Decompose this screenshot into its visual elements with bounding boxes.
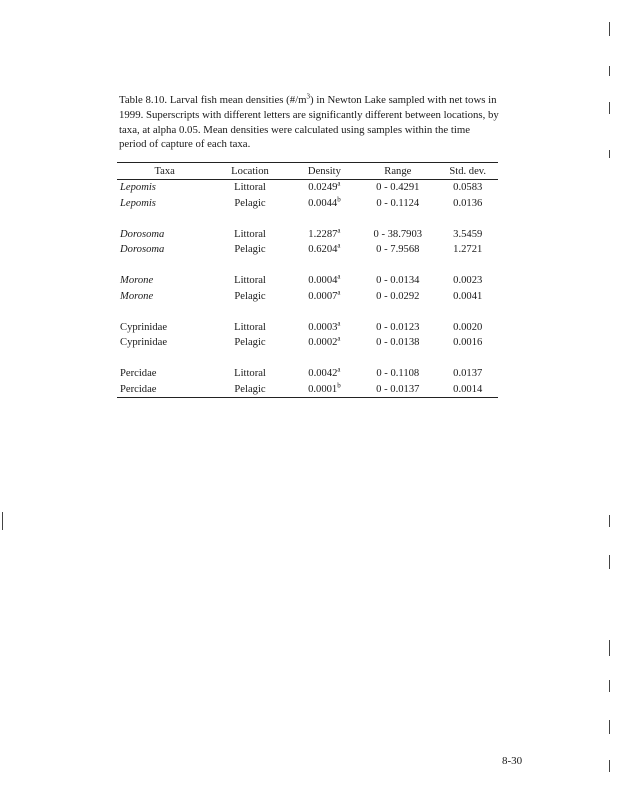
density-superscript: a [337, 226, 341, 235]
cell-density [291, 180, 358, 196]
cell-taxa: Percidae [120, 368, 157, 380]
cell-taxa: Morone [120, 290, 154, 302]
cell-density [291, 273, 358, 289]
table-row [117, 227, 498, 243]
density-superscript: a [337, 272, 341, 281]
cell-taxa: Dorosoma [120, 244, 165, 256]
scan-edge-mark [609, 640, 610, 656]
density-value: 0.0042 [308, 368, 338, 380]
spacer-row [117, 304, 498, 320]
header-taxa: Taxa [117, 163, 209, 180]
cell-range: 0 - 0.0292 [376, 290, 420, 302]
density-value: 0.0003 [308, 321, 338, 333]
caption-prefix: Table 8.10. Larval fish mean densities (#/m [119, 94, 307, 106]
density-value: 1.2287 [308, 228, 338, 240]
table-row [117, 382, 498, 398]
table-row [117, 320, 498, 336]
cell-range: 0 - 0.0137 [358, 382, 437, 398]
scan-edge-mark [609, 66, 610, 76]
cell-location: Pelagic [209, 382, 290, 398]
header-range: Range [358, 163, 437, 180]
cell-std-dev: 0.0023 [453, 275, 483, 287]
cell-range: 0 - 0.0138 [376, 337, 420, 349]
cell-taxa: Lepomis [120, 182, 156, 194]
table-row [117, 196, 498, 212]
density-superscript: a [337, 334, 341, 343]
density-superscript: a [337, 365, 341, 374]
cell-std-dev: 0.0014 [437, 382, 498, 398]
cell-density [291, 382, 358, 398]
spacer-row [117, 211, 498, 227]
cell-location: Pelagic [234, 337, 266, 349]
scan-edge-mark [2, 512, 3, 530]
density-value: 0.6204 [308, 244, 338, 256]
cell-location: Pelagic [234, 290, 266, 302]
scan-edge-mark [609, 760, 610, 772]
table-row [117, 366, 498, 382]
cell-taxa: Cyprinidae [120, 337, 168, 349]
cell-range: 0 - 0.0123 [376, 321, 420, 333]
density-value: 0.0044 [308, 197, 338, 209]
scan-edge-mark [609, 22, 610, 36]
density-superscript: b [337, 195, 341, 204]
density-value: 0.0002 [308, 337, 338, 349]
density-table [117, 162, 498, 398]
table-row [117, 242, 498, 258]
table-header-row [117, 163, 498, 180]
header-std-dev: Std. dev. [437, 163, 498, 180]
header-density: Density [291, 163, 358, 180]
density-superscript: a [337, 179, 341, 188]
cell-range: 0 - 7.9568 [376, 244, 420, 256]
density-value: 0.0004 [308, 275, 338, 287]
cell-taxa: Percidae [117, 382, 209, 398]
cell-taxa: Morone [120, 275, 154, 287]
caption-suffix: ) in Newton Lake sampled with net tows in 1999. Superscripts with different letters are significantly different between locations, by taxa, at alpha 0.05. Mean densities were calculated using samples within the time period of capture of each taxa. [119, 94, 499, 151]
cell-std-dev: 0.0136 [453, 197, 483, 209]
density-value: 0.0001 [308, 383, 338, 395]
page-number: 8-30 [502, 755, 523, 767]
density-superscript: a [337, 241, 341, 250]
spacer-row [117, 258, 498, 274]
density-superscript: a [337, 288, 341, 297]
cell-density [291, 289, 358, 305]
density-superscript: b [337, 381, 341, 390]
cell-std-dev: 0.0041 [453, 290, 483, 302]
table-row [117, 273, 498, 289]
cell-location: Pelagic [234, 197, 266, 209]
cell-range: 0 - 0.4291 [376, 182, 420, 194]
scan-edge-mark [609, 515, 610, 527]
spacer-row [117, 351, 498, 367]
cell-location: Littoral [234, 182, 266, 194]
density-value: 0.0249 [308, 182, 338, 194]
cell-density [291, 196, 358, 212]
cell-taxa: Dorosoma [120, 228, 165, 240]
density-superscript: a [337, 319, 341, 328]
scan-edge-mark [609, 555, 610, 569]
cell-std-dev: 0.0020 [453, 321, 483, 333]
cell-range: 0 - 38.7903 [373, 228, 423, 240]
caption-superscript: 3 [306, 92, 311, 101]
cell-location: Pelagic [234, 244, 266, 256]
cell-taxa: Lepomis [120, 197, 156, 209]
cell-std-dev: 0.0583 [453, 182, 483, 194]
scan-edge-mark [609, 150, 610, 158]
cell-density [291, 320, 358, 336]
cell-taxa: Cyprinidae [120, 321, 168, 333]
cell-location: Littoral [234, 321, 266, 333]
cell-range: 0 - 0.1124 [376, 197, 420, 209]
cell-density [291, 366, 358, 382]
cell-location: Littoral [234, 228, 266, 240]
table-row [117, 335, 498, 351]
cell-location: Littoral [234, 275, 266, 287]
cell-density [291, 335, 358, 351]
scan-edge-mark [609, 680, 610, 692]
table-row [117, 180, 498, 196]
cell-range: 0 - 0.1108 [376, 368, 420, 380]
cell-std-dev: 3.5459 [453, 228, 483, 240]
scan-edge-mark [609, 720, 610, 734]
table-caption [119, 93, 499, 152]
cell-range: 0 - 0.0134 [376, 275, 420, 287]
cell-location: Littoral [234, 368, 266, 380]
cell-density [291, 242, 358, 258]
table-row [117, 289, 498, 305]
cell-std-dev: 0.0137 [453, 368, 483, 380]
cell-std-dev: 1.2721 [453, 244, 483, 256]
header-location: Location [209, 163, 290, 180]
cell-std-dev: 0.0016 [453, 337, 483, 349]
density-value: 0.0007 [308, 290, 338, 302]
scan-edge-mark [609, 102, 610, 114]
cell-density [291, 227, 358, 243]
